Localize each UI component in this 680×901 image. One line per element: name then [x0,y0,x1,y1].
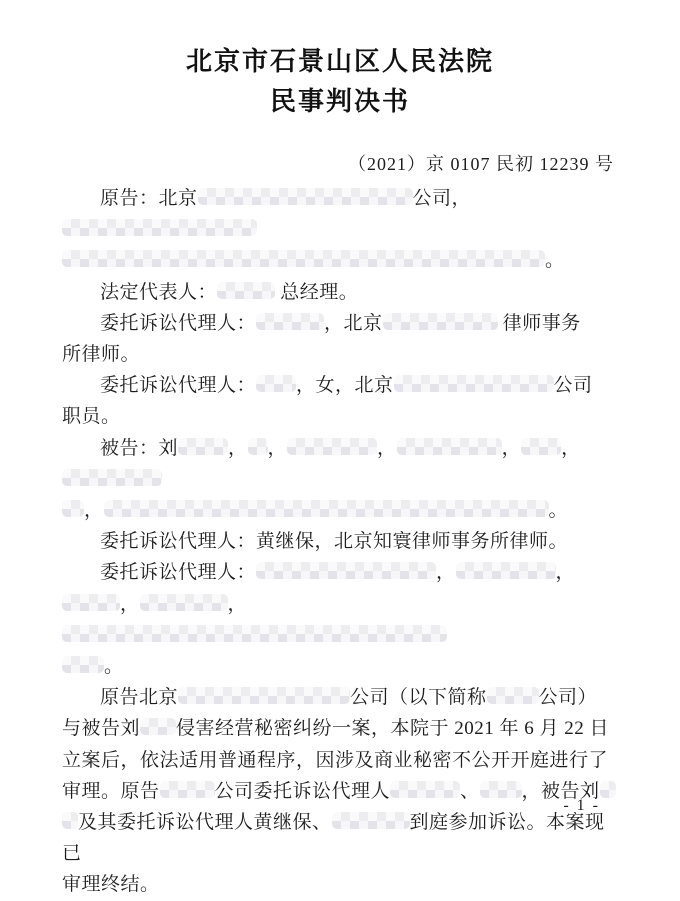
redaction-block [62,250,545,267]
redaction-block [256,562,436,579]
text-line [62,401,622,432]
redaction-block [62,625,447,642]
text-line [62,370,622,401]
redaction-block [397,438,502,455]
redaction-block [287,438,377,455]
text-segment: 所律师。 [62,344,141,366]
redaction-block [62,219,257,236]
redaction-block [62,469,162,486]
text-segment: ， [561,437,581,459]
text-segment: 审理终结。 [62,874,160,896]
redaction-block [62,594,120,611]
text-line [62,277,622,308]
text-segment: 公司委托诉讼代理人 [214,780,391,802]
text-line [62,183,622,245]
redaction-block [480,781,522,798]
text-segment: 公司（以下简称 [350,687,487,709]
text-segment: 委托诉讼代理人： [100,562,257,584]
text-line [62,308,622,339]
text-line [62,495,622,526]
text-segment: 。 [548,500,569,522]
text-segment: 委托诉讼代理人： [100,312,257,334]
text-segment: ，被告刘 [521,780,600,802]
redaction-block [456,562,556,579]
text-segment: 公司， [412,188,472,209]
text-segment: ， [267,437,288,459]
text-segment: 公司 [553,375,593,397]
redaction-block [178,687,350,704]
text-segment: ， [84,500,104,522]
redaction-block [332,812,410,829]
text-segment: 被告：刘 [100,437,179,459]
text-line [62,339,622,370]
redaction-block [62,812,78,829]
text-line [62,526,622,557]
text-line [62,869,622,900]
text-segment: 审理。原告 [62,780,160,802]
text-line [62,245,622,276]
redaction-block [62,656,104,673]
text-segment: ， [227,593,248,615]
redaction-block [521,438,561,455]
text-segment: 到庭参加诉讼。本案现已 [62,812,605,865]
text-segment: 。 [545,250,565,272]
text-line [62,682,622,713]
document-title [0,0,680,122]
redaction-block [140,594,228,611]
redaction-block [62,500,84,517]
document-type: 民事判决书 [269,87,410,116]
text-segment: 侵害经营秘密纠纷一案，本院于 2021 年 6 月 22 日 [176,718,610,740]
text-segment: 原告北京 [100,687,179,709]
text-segment: ， [555,562,576,584]
text-segment: ， [377,437,397,459]
document-body [62,183,622,901]
text-segment: ， [501,437,522,459]
text-segment: 法定代表人： [100,281,218,303]
text-segment: 委托诉讼代理人：黄继保，北京知寰律师事务所律师。 [100,531,569,553]
redaction-block [248,438,268,455]
text-segment: 原告：北京 [100,188,198,209]
page-number: - 1 - [563,797,600,814]
text-segment: 总经理。 [275,281,359,303]
redaction-block [487,687,539,704]
text-segment: 立案后，依法适用普通程序，因涉及商业秘密不公开开庭进行了 [62,749,609,771]
court-name: 北京市石景山区人民法院 [185,47,494,76]
text-segment: ， [120,593,140,615]
text-line [62,557,622,588]
redaction-block [198,188,413,205]
text-segment: 公司） [538,687,598,709]
redaction-block [140,718,176,735]
text-segment: 、 [460,780,480,802]
redaction-block [390,781,460,798]
redaction-block [104,500,549,517]
text-segment: ， [228,437,248,459]
text-segment: 职员。 [62,406,121,428]
redaction-block [256,375,296,392]
text-segment: ，女，北京 [296,375,394,397]
redaction-block [600,781,616,798]
text-line [62,433,622,495]
text-segment: ，北京 [324,312,383,334]
text-line [62,713,622,744]
text-segment: 。 [104,656,124,678]
redaction-block [217,282,275,299]
redaction-block [383,313,498,330]
redaction-block [394,375,554,392]
text-line [62,589,622,651]
text-segment: 委托诉讼代理人： [100,375,257,397]
text-segment: 及其委托诉讼代理人黄继保、 [78,812,332,834]
redaction-block [178,438,228,455]
text-segment: 与被告刘 [62,718,141,740]
text-segment: ， [436,562,456,584]
text-segment: 律师事务 [497,312,581,334]
text-line [62,651,622,682]
text-line [62,807,622,869]
redaction-block [160,781,215,798]
redaction-block [256,313,324,330]
text-line [62,776,622,807]
text-line [62,745,622,776]
case-number: （2021）京 0107 民初 12239 号 [348,154,614,174]
